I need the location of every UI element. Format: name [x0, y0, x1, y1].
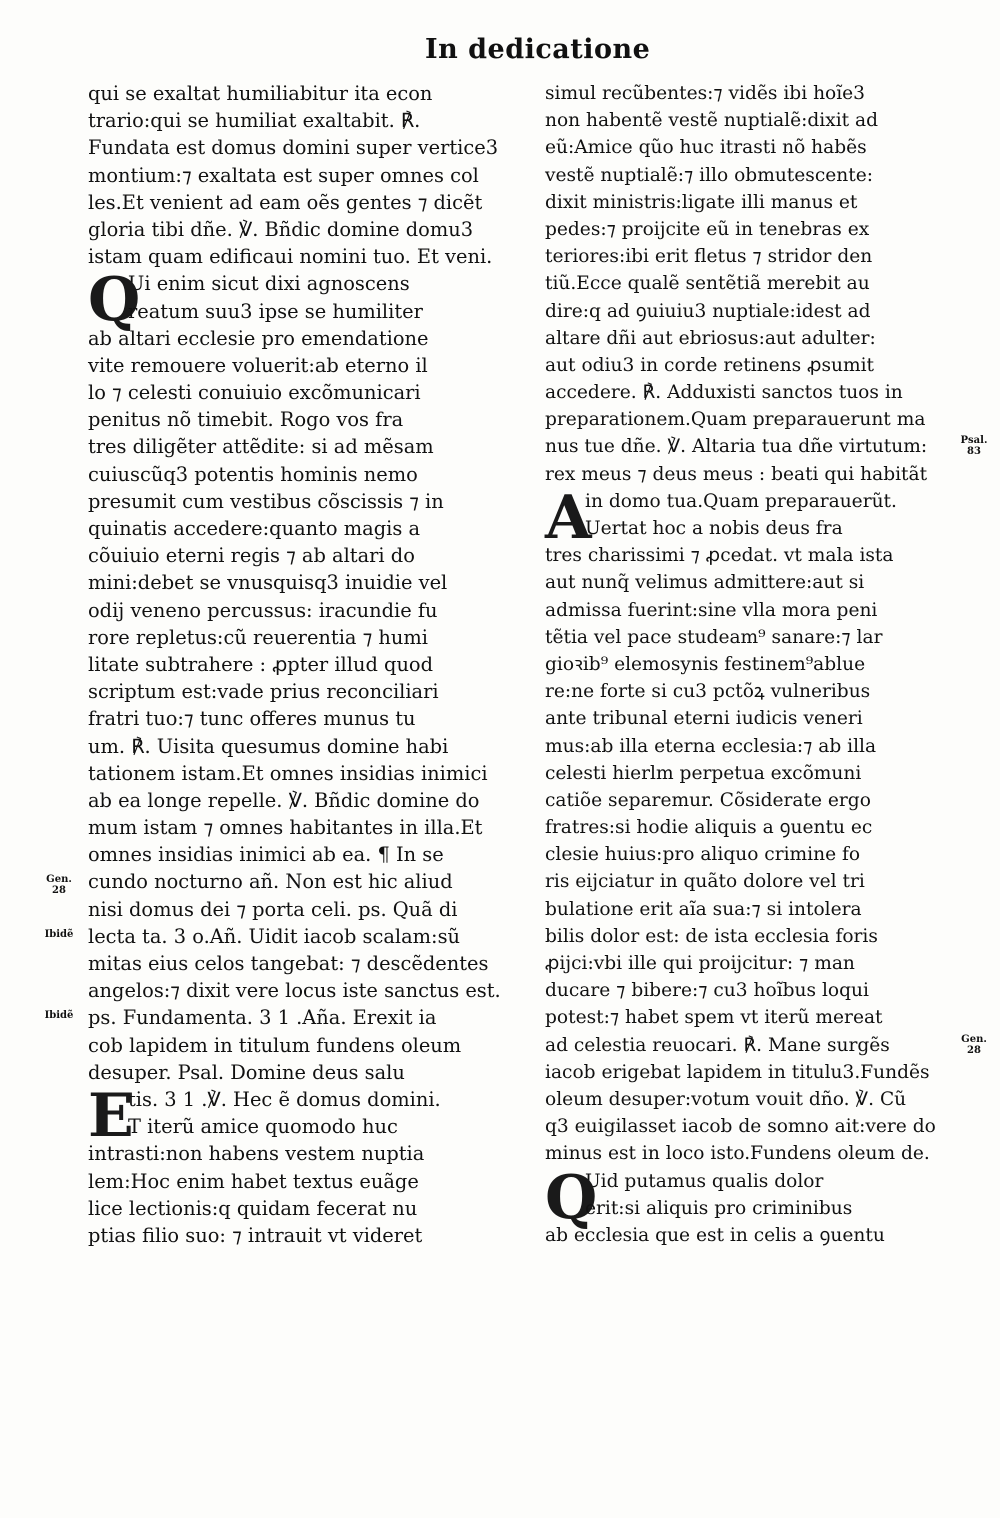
text-line: celesti hierlm perpetua excõmuni [545, 762, 862, 784]
text-line: fratres:si hodie aliquis a ꝯuentu ec [545, 817, 873, 839]
text-line: trario:qui se humiliat exaltabit. ℟. [88, 109, 421, 133]
text-line: eũ:Amice qũo huc itrasti nõ habẽs [545, 137, 867, 159]
text-line: potest:⁊ habet spem vt iterũ mereat [545, 1007, 883, 1029]
text-line: angelos:⁊ dixit vere locus iste sanctus est. [88, 979, 501, 1003]
text-line: Ibidẽ ps. Fundamenta. 3 1 .Aña. Erexit ia [88, 1004, 528, 1031]
text-line: ris eijciatur in quãto dolore vel tri [545, 871, 865, 893]
text-line: cõuiuio eterni regis ⁊ ab altari do [88, 544, 415, 568]
text-line: lo ⁊ celesti conuiuio excõmunicari [88, 381, 421, 405]
left-column [44, 80, 528, 1249]
running-title: In dedicatione [425, 34, 651, 65]
text-line: dixit ministris:ligate illi manus et [545, 191, 858, 213]
text-line: T iterũ amice quomodo huc [128, 1115, 398, 1139]
text-line: vite remouere voluerit:ab eterno il [88, 353, 428, 377]
text-line: penitus nõ timebit. Rogo vos fra [88, 408, 404, 432]
text-line: desuper. Psal. Domine deus salu [88, 1060, 405, 1084]
text-line: teriores:ibi erit fletus ⁊ stridor den [545, 246, 873, 268]
text-line: vestẽ nuptialẽ:⁊ illo obmutescente: [545, 164, 873, 186]
text-line: aut odiu3 in corde retinens ꝓsumit [545, 354, 875, 376]
margin-note-gen: Gen. 28 [46, 874, 72, 897]
text-line: mum istam ⁊ omnes habitantes in illa.Et [88, 816, 483, 840]
text-line: pedes:⁊ proijcite eũ in tenebras ex [545, 218, 870, 240]
text-line: ante tribunal eterni iudicis veneri [545, 708, 863, 730]
text-line: Gen. 28 cundo nocturno añ. Non est hic aliud [88, 868, 528, 895]
text-line: gloria tibi dñe. ℣. Bñdic domine domu3 [88, 217, 474, 241]
text-line: dire:q ad ꝯuiuiu3 nuptiale:idest ad [545, 300, 871, 322]
text-line: bulatione erit aĩa sua:⁊ si intolera [545, 898, 862, 920]
text-line: simul recũbentes:⁊ vidẽs ibi hoĩe3 [545, 83, 866, 104]
text-line: accedere. ℟. Adduxisti sanctos tuos in [545, 382, 903, 404]
text-line: litate subtrahere : ꝓpter illud quod [88, 652, 434, 676]
text-line: scriptum est:vade prius reconciliari [88, 680, 439, 704]
text-line: non habentẽ vestẽ nuptialẽ:dixit ad [545, 110, 879, 132]
text-line: qui se exaltat humiliabitur ita econ [88, 82, 433, 105]
text-line: admissa fuerint:sine vlla mora peni [545, 599, 878, 621]
text-line: presumit cum vestibus cõscissis ⁊ in [88, 489, 444, 513]
text-line: tiũ.Ecce qualẽ sentẽtiã merebit au [545, 273, 870, 295]
text-line: lice lectionis:q quidam fecerat nu [88, 1196, 418, 1220]
text-line: tationem istam.Et omnes insidias inimici [88, 761, 488, 785]
text-line: ab ea longe repelle. ℣. Bñdic domine do [88, 788, 480, 812]
text-line: fratri tuo:⁊ tunc offeres munus tu [88, 707, 416, 731]
text-line: Uertat hoc a nobis deus fra [585, 518, 843, 539]
text-line: Q Uid putamus qualis dolor [545, 1162, 824, 1233]
text-line: Ibidẽ lecta ta. 3 o.Añ. Uidit iacob scalam:sũ [88, 923, 528, 950]
text-line: oleum desuper:votum vouit dño. ℣. Cũ [545, 1088, 907, 1110]
drop-initial-e: E [88, 1080, 134, 1151]
text-line: catiõe separemur. Cõsiderate ergo [545, 789, 871, 811]
text-line: ptias filio suo: ⁊ intrauit vt videret [88, 1223, 423, 1247]
text-line: mini:debet se vnusquisq3 inuidie vel [88, 571, 448, 595]
text-line: E tis. 3 1 .℣. Hec ẽ domus domini. [88, 1080, 441, 1151]
text-line: A in domo tua.Quam preparauerũt. [545, 482, 897, 553]
text-line: Gen. 28 ad celestia reuocari. ℟. Mane surgẽs [545, 1032, 965, 1059]
text-line: re:ne forte si cu3 pctõꝝ vulneribus [545, 681, 871, 703]
margin-note-ibidem: Ibidẽ [44, 1010, 74, 1022]
text-line: istam quam edificaui nomini tuo. Et veni. [88, 245, 493, 269]
text-line: ꝓijci:vbi ille qui proijcitur: ⁊ man [545, 953, 855, 974]
text-line: minus est in loco isto.Fundens oleum de. [545, 1143, 930, 1165]
margin-note-ibidem: Ibidẽ [44, 928, 74, 940]
text-line: altare dñi aut ebriosus:aut adulter: [545, 327, 876, 349]
margin-note-gen: Gen. 28 [961, 1033, 987, 1056]
text-line: rore repletus:cũ reuerentia ⁊ humi [88, 625, 428, 649]
margin-note-psal: Psal. 83 [960, 435, 988, 458]
text-line: ab ecclesia que est in celis a ꝯuentu [545, 1224, 885, 1246]
text-line: aut nunq̃ velimus admittere:aut si [545, 572, 865, 594]
text-line: bilis dolor est: de ista ecclesia foris [545, 925, 878, 947]
text-line: lem:Hoc enim habet textus euãge [88, 1169, 419, 1193]
text-line: ducare ⁊ bibere:⁊ cu3 hoĩbus loqui [545, 980, 869, 1002]
text-line: quinatis accedere:quanto magis a [88, 517, 420, 540]
text-line: mitas eius celos tangebat: ⁊ descẽdentes [88, 952, 489, 975]
text-line: preparationem.Quam preparauerunt ma [545, 409, 926, 431]
text-line: les.Et venient ad eam oẽs gentes ⁊ dicẽt [88, 190, 483, 214]
right-column [545, 80, 988, 1249]
text-line: reatum suu3 ipse se humiliter [128, 299, 423, 323]
text-line: mus:ab illa eterna ecclesia:⁊ ab illa [545, 735, 877, 757]
text-line: Q Ui enim sicut dixi agnoscens [88, 265, 410, 336]
text-line: iacob erigebat lapidem in titulu3.Fundẽs [545, 1061, 930, 1083]
drop-initial-q: Q [88, 265, 141, 336]
drop-initial-q: Q [545, 1162, 598, 1233]
text-line: um. ℟. Uisita quesumus domine habi [88, 734, 449, 758]
text-line: tres diligẽter attẽdite: si ad mẽsam [88, 435, 434, 459]
text-line: erit:si aliquis pro criminibus [585, 1197, 853, 1219]
text-line: gioꝛib⁹ elemosynis festinem⁹ablue [545, 653, 866, 675]
text-line: intrasti:non habens vestem nuptia [88, 1142, 425, 1166]
text-line: cuiuscũq3 potentis hominis nemo [88, 462, 418, 486]
text-line: odij veneno percussus: iracundie fu [88, 598, 438, 622]
text-line: nisi domus dei ⁊ porta celi. ps. Quã di [88, 897, 458, 921]
drop-initial-a: A [545, 482, 592, 553]
text-line: Fundata est domus domini super vertice3 [88, 136, 499, 160]
text-line: ab altari ecclesie pro emendatione [88, 326, 429, 350]
text-line: montium:⁊ exaltata est super omnes col [88, 163, 479, 187]
text-line: rex meus ⁊ deus meus : beati qui habitãt [545, 463, 928, 485]
text-line: tres charissimi ⁊ ꝓcedat. vt mala ista [545, 545, 894, 567]
text-line: omnes insidias inimici ab ea. ¶ In se [88, 843, 444, 867]
text-line: tẽtia vel pace studeam⁹ sanare:⁊ lar [545, 626, 883, 648]
text-line: clesie huius:pro aliquo crimine fo [545, 844, 861, 866]
text-line: Psal. 83 nus tue dñe. ℣. Altaria tua dñe virtutum: [545, 433, 965, 460]
text-line: cob lapidem in titulum fundens oleum [88, 1033, 462, 1057]
text-line: q3 euigilasset iacob de somno ait:vere do [545, 1116, 936, 1138]
